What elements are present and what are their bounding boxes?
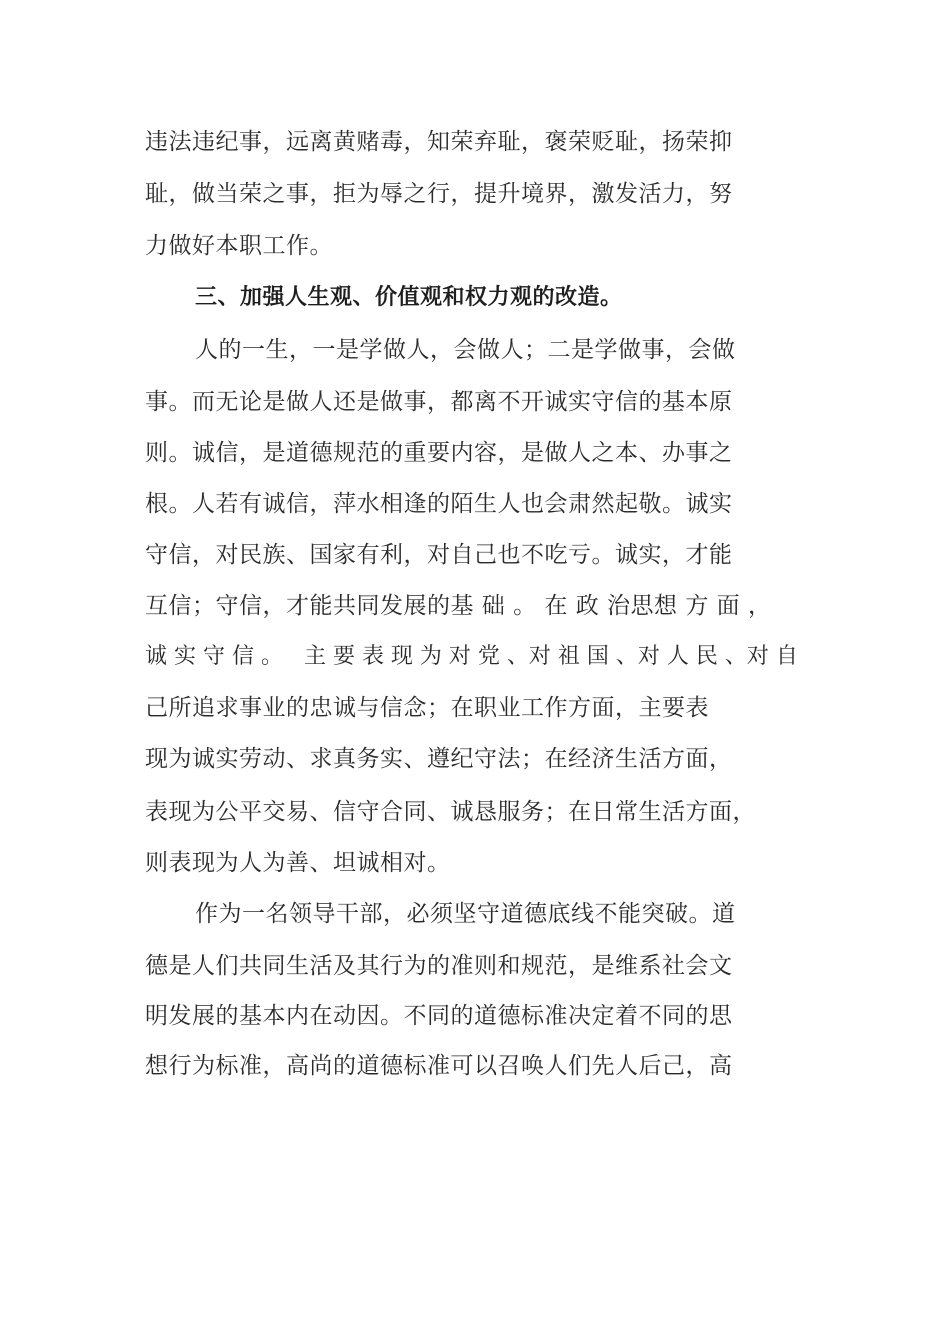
text-line: 违法违纪事，远离黄赌毒，知荣弃耻，褒荣贬耻，扬荣抑 [145, 129, 733, 155]
text-line: 己所追求事业的忠诚与信念；在职业工作方面，主要表 [145, 695, 709, 721]
text-line: 互信；守信，才能共同发展的基 础 。 在 政 治思想 方 面 ， [145, 593, 772, 619]
text-line: 诚 实 守 信 。 主 要 表 现 为 对 党 、对 祖 国 、对 人 民 、对 自 [145, 644, 798, 669]
text-line: 则。诚信，是道德规范的重要内容，是做人之本、办事之 [145, 440, 733, 466]
text-line: 力做好本职工作。 [145, 233, 333, 259]
text-line: 现为诚实劳动、求真务实、遵纪守法；在经济生活方面， [145, 746, 733, 772]
text-line: 想行为标准，高尚的道德标准可以召唤人们先人后己，高 [145, 1053, 733, 1079]
text-line: 根。人若有诚信，萍水相逢的陌生人也会肃然起敬。诚实 [145, 491, 733, 517]
section-heading: 三、加强人生观、价值观和权力观的改造。 [195, 285, 623, 310]
text-line: 表现为公平交易、信守合同、诚恳服务；在日常生活方面， [145, 799, 756, 825]
text-line: 作为一名领导干部，必须坚守道德底线不能突破。道 [195, 901, 736, 927]
text-line: 则表现为人为善、坦诚相对。 [145, 850, 451, 876]
text-line: 守信，对民族、国家有利，对自己也不吃亏。诚实，才能 [145, 542, 733, 568]
text-line: 德是人们共同生活及其行为的准则和规范，是维系社会文 [145, 953, 733, 979]
text-line: 人的一生，一是学做人，会做人；二是学做事，会做 [195, 337, 736, 363]
text-line: 事。而无论是做人还是做事，都离不开诚实守信的基本原 [145, 389, 733, 415]
text-line: 耻，做当荣之事，拒为辱之行，提升境界，激发活力，努 [145, 181, 733, 207]
text-line: 明发展的基本内在动因。不同的道德标准决定着不同的思 [145, 1003, 733, 1029]
